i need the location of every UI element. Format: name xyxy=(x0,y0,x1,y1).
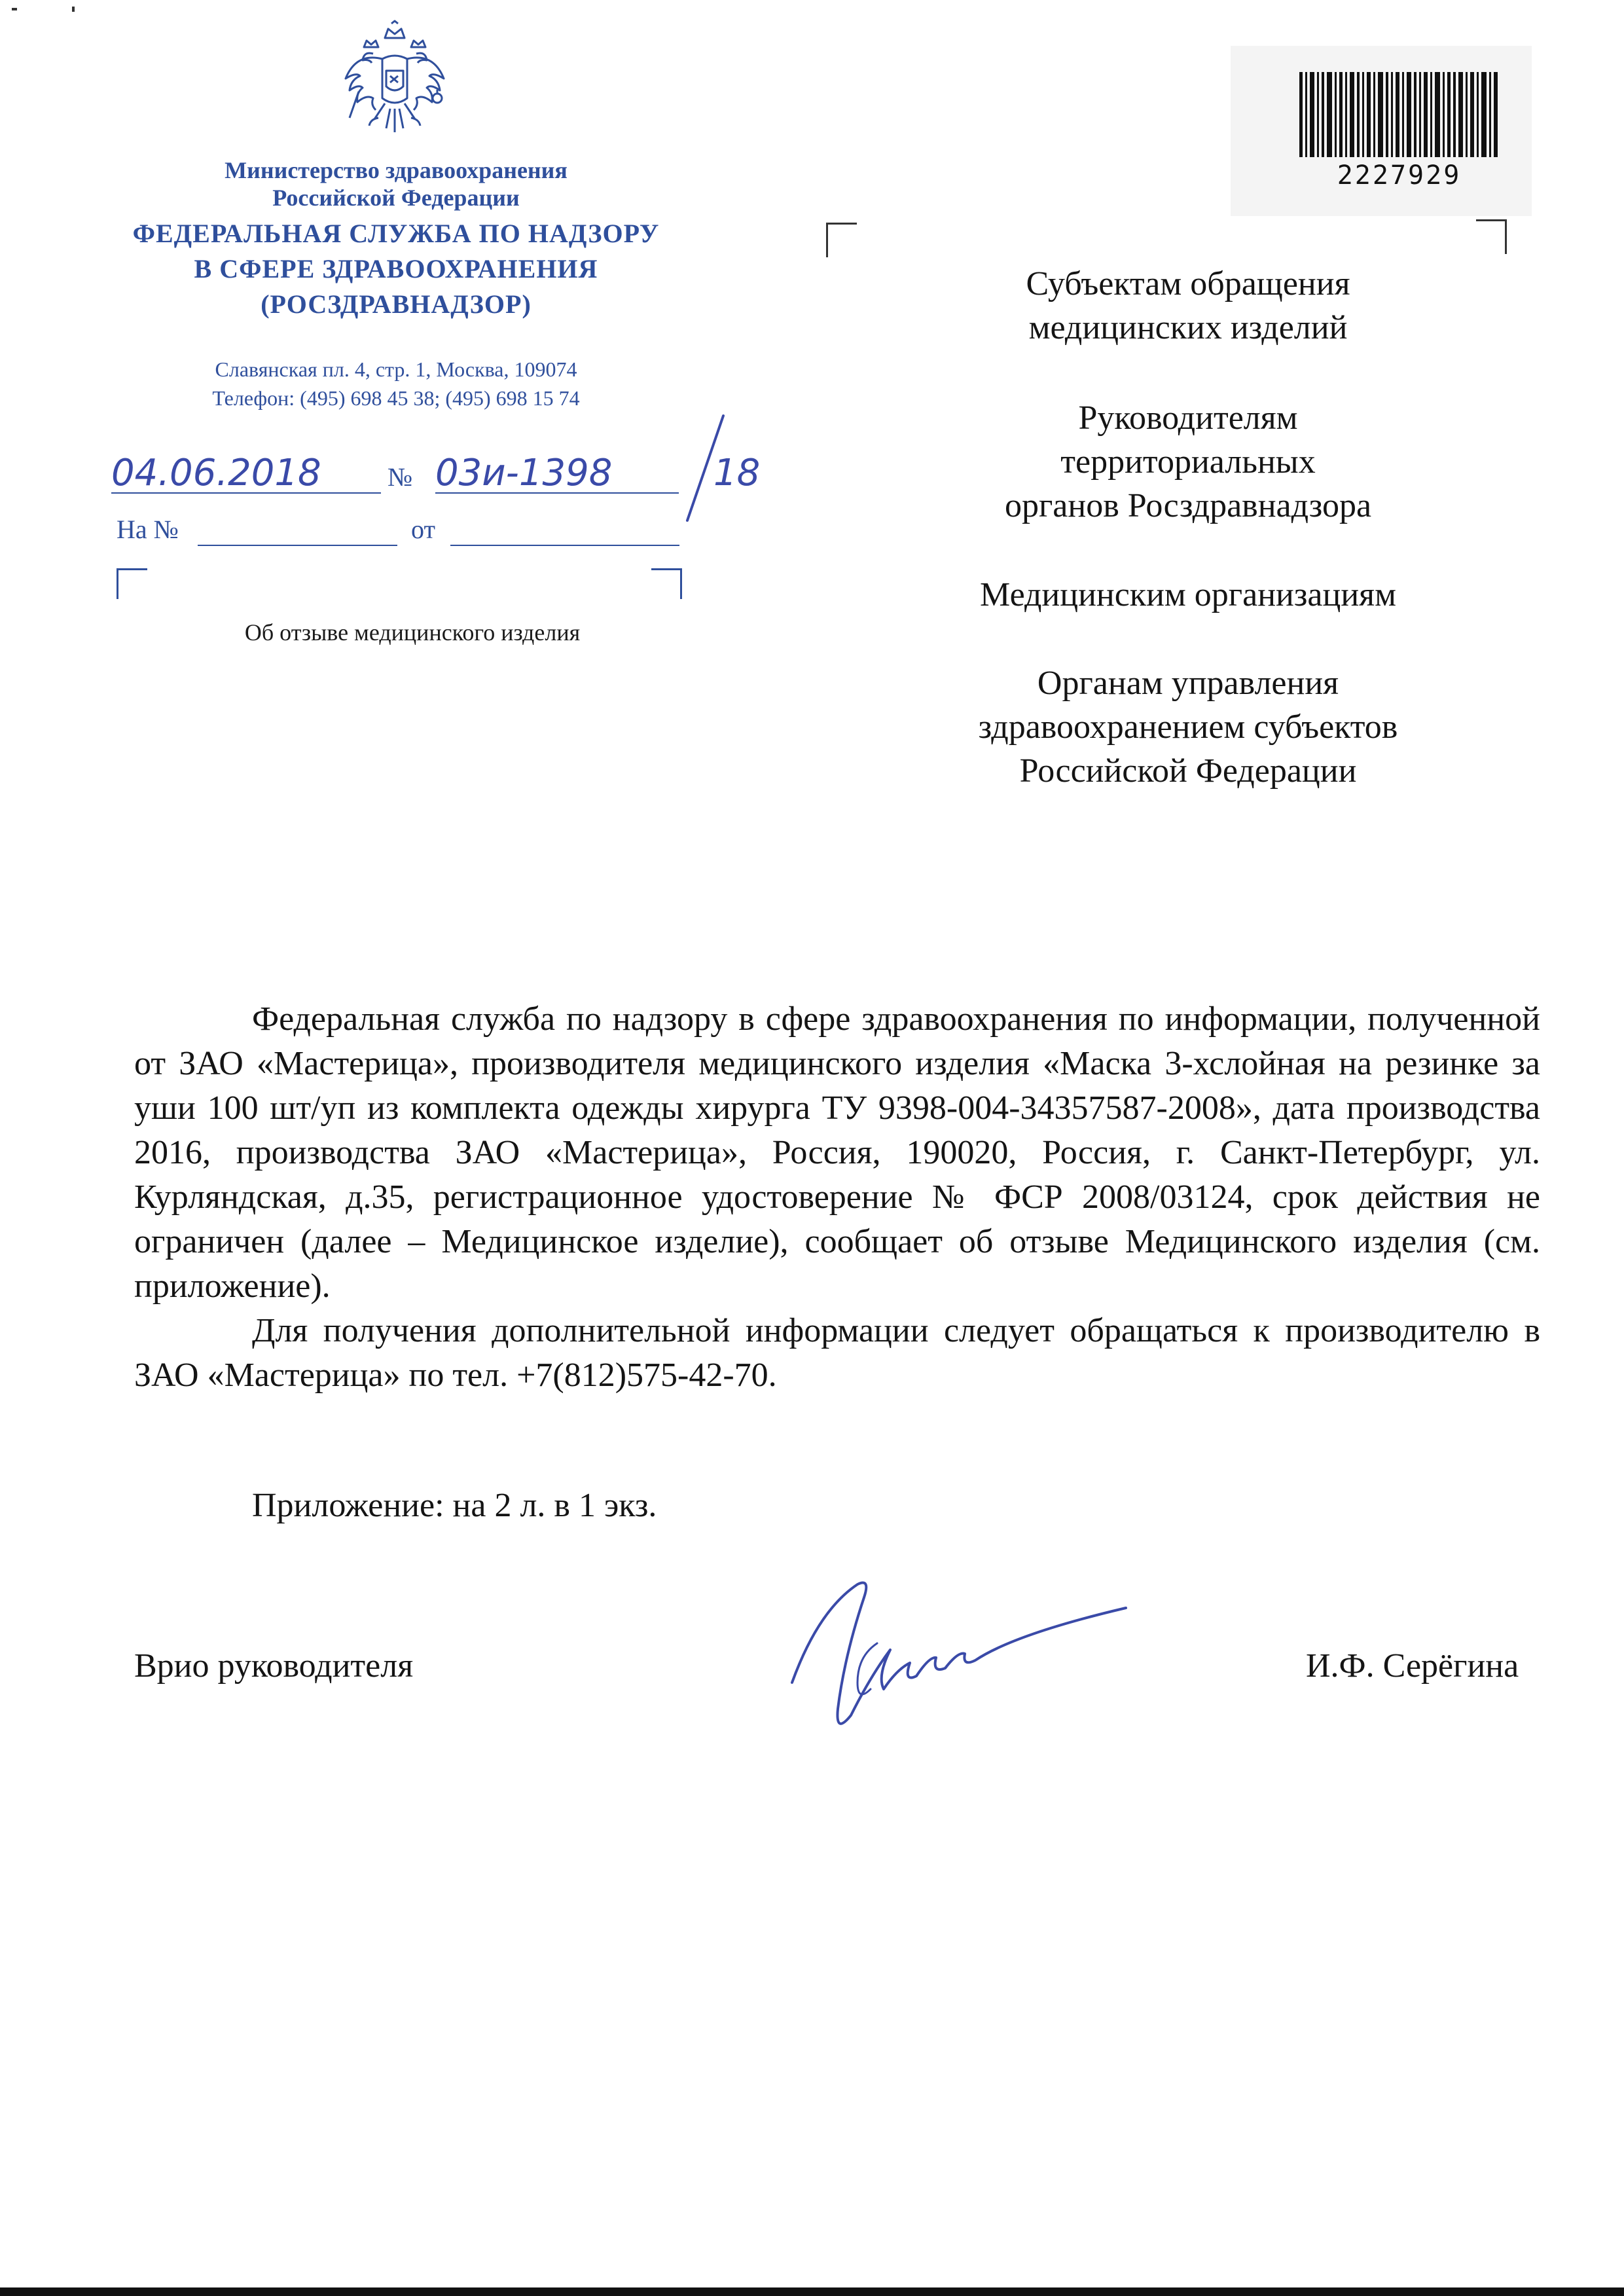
address-bracket-right xyxy=(1476,219,1507,254)
addressee-line: Руководителям xyxy=(1078,399,1298,437)
body-paragraph-1: Федеральная служба по надзору в сфере здравоохранения по информации, полученной от ЗАО «Мастерица», производителя медицинского изделия «Маска 3-хслойная на резинке за уши 100 шт/уп из комплекта одежды хирурга ТУ 9398-004-34357587-2008», дата производства 2016, производства ЗАО «Мастерица», Россия, 190020, Россия, г. Санкт-Петербург, ул. Курляндская, д.35, регистрационное удостоверение № ФСР 2008/03124, срок действия не ограничен (далее – Медицинское изделие), сообщает об отзыве Медицинского изделия (см. приложение). xyxy=(134,1000,1540,1305)
addressee-block-1 xyxy=(877,262,1499,350)
addressee-line: Субъектам обращения xyxy=(1026,265,1350,302)
body-paragraph-2: Для получения дополнительной информации следует обращаться к производителю в ЗАО «Мастерица» по тел. +7(812)575-42-70. xyxy=(134,1312,1540,1394)
addressee-line: Медицинским организациям xyxy=(980,576,1396,613)
address-bracket-left xyxy=(826,223,857,257)
ministry-name-line-1: Министерство здравоохранения xyxy=(225,157,568,183)
letter-subject: Об отзыве медицинского изделия xyxy=(244,619,581,646)
handwritten-signature xyxy=(779,1565,1132,1728)
scan-speck xyxy=(12,8,17,10)
reply-from-label: от xyxy=(411,515,435,544)
addressee-block-2 xyxy=(877,396,1499,528)
service-name-line-2: В СФЕРЕ ЗДРАВООХРАНЕНИЯ xyxy=(194,254,598,283)
attachment-note: Приложение: на 2 л. в 1 экз. xyxy=(252,1487,657,1524)
subject-bracket-left xyxy=(117,568,147,599)
service-phones: Телефон: (495) 698 45 38; (495) 698 15 74 xyxy=(212,386,580,410)
ministry-name-line-2: Российской Федерации xyxy=(272,185,520,211)
addressee-line: здравоохранением субъектов xyxy=(978,708,1398,746)
number-sign: № xyxy=(388,462,413,492)
barcode-number: 2227929 xyxy=(1337,160,1462,191)
letter-body xyxy=(134,997,1540,1398)
addressee-line: органов Росздравнадзора xyxy=(1004,487,1372,524)
addressee-line: Российской Федерации xyxy=(1019,752,1357,790)
signatory-name: И.Ф. Серёгина xyxy=(1306,1647,1519,1685)
coat-of-arms-emblem-icon xyxy=(339,20,450,151)
addressee-block-4 xyxy=(877,661,1499,793)
handwritten-date: 04.06.2018 xyxy=(111,452,321,494)
scan-edge xyxy=(0,2287,1624,2296)
addressee-block-3 xyxy=(877,573,1499,617)
addressee-line: территориальных xyxy=(1060,443,1316,481)
addressee-line: медицинских изделий xyxy=(1028,309,1348,346)
service-address: Славянская пл. 4, стр. 1, Москва, 109074 xyxy=(215,357,577,381)
reply-number-label: На № xyxy=(117,515,179,544)
subject-bracket-right xyxy=(651,568,682,599)
barcode-icon xyxy=(1299,72,1499,164)
handwritten-number-suffix: 18 xyxy=(713,452,761,494)
handwritten-number: 03и-1398 xyxy=(435,452,613,494)
addressee-line: Органам управления xyxy=(1037,665,1339,702)
signatory-position: Врио руководителя xyxy=(134,1647,414,1685)
service-name-line-3: (РОСЗДРАВНАДЗОР) xyxy=(261,289,532,319)
service-name-line-1: ФЕДЕРАЛЬНАЯ СЛУЖБА ПО НАДЗОРУ xyxy=(132,219,660,248)
scan-speck xyxy=(72,7,75,12)
